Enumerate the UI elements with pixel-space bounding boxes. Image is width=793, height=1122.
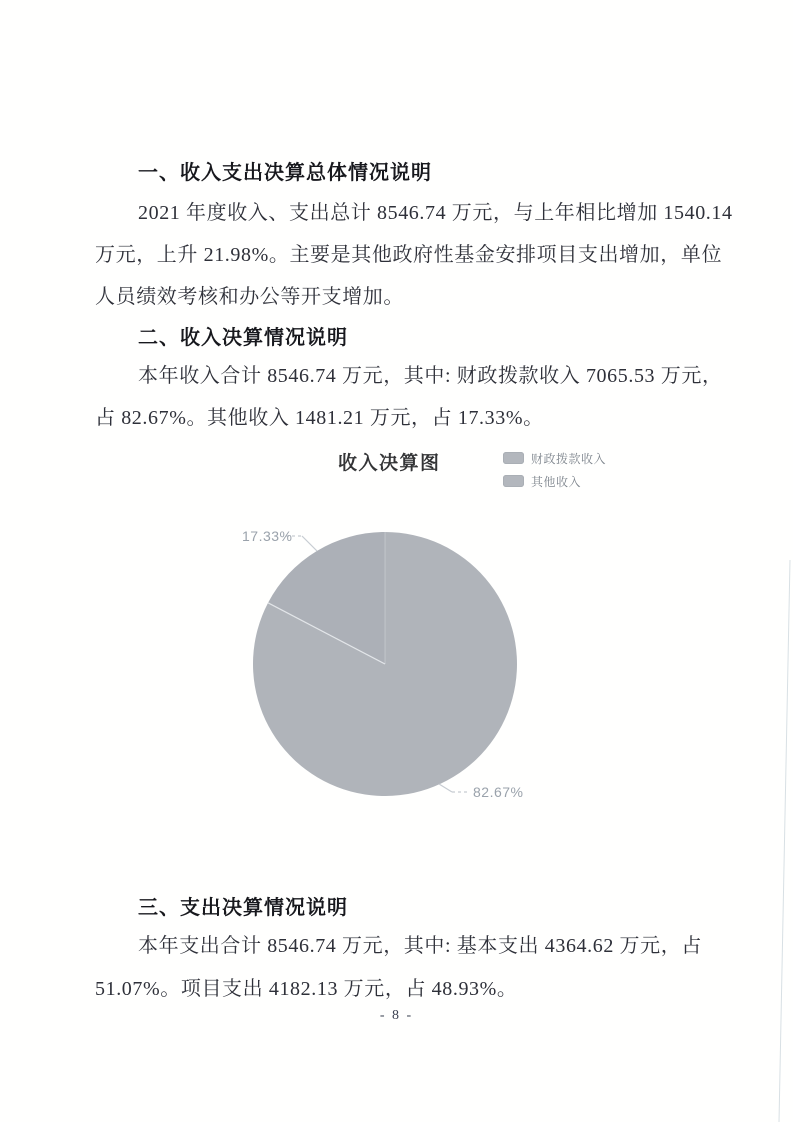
section-heading-expenditure-summary: 三、支出决算情况说明: [138, 897, 348, 919]
label-leader-line: [302, 536, 317, 551]
paragraph-line: 本年收入合计 8546.74 万元，其中: 财政拨款收入 7065.53 万元，: [138, 365, 723, 387]
pie-percent-label-large: 82.67%: [473, 784, 524, 800]
paragraph-line: 万元，上升 21.98%。主要是其他政府性基金安排项目支出增加，单位: [95, 244, 723, 266]
paragraph-line: 占 82.67%。其他收入 1481.21 万元，占 17.33%。: [95, 407, 544, 429]
paragraph-line: 51.07%。项目支出 4182.13 万元，占 48.93%。: [95, 978, 518, 1000]
income-pie-chart: [0, 440, 793, 820]
page-number: - 8 -: [379, 1008, 414, 1023]
section-heading-income-summary: 二、收入决算情况说明: [138, 327, 348, 349]
paragraph-line: 2021 年度收入、支出总计 8546.74 万元，与上年相比增加 1540.14: [138, 202, 733, 224]
paragraph-line: 人员绩效考核和办公等开支增加。: [95, 286, 404, 308]
pie-percent-label-small: 17.33%: [242, 528, 293, 544]
legend-label: 其他收入: [531, 474, 582, 489]
chart-title: 收入决算图: [338, 453, 441, 474]
legend-label: 财政拨款收入: [531, 451, 607, 466]
label-leader-line: [439, 784, 452, 792]
paragraph-line: 本年支出合计 8546.74 万元，其中: 基本支出 4364.62 万元，占: [138, 935, 702, 957]
section-heading-overall-summary: 一、收入支出决算总体情况说明: [138, 162, 432, 184]
